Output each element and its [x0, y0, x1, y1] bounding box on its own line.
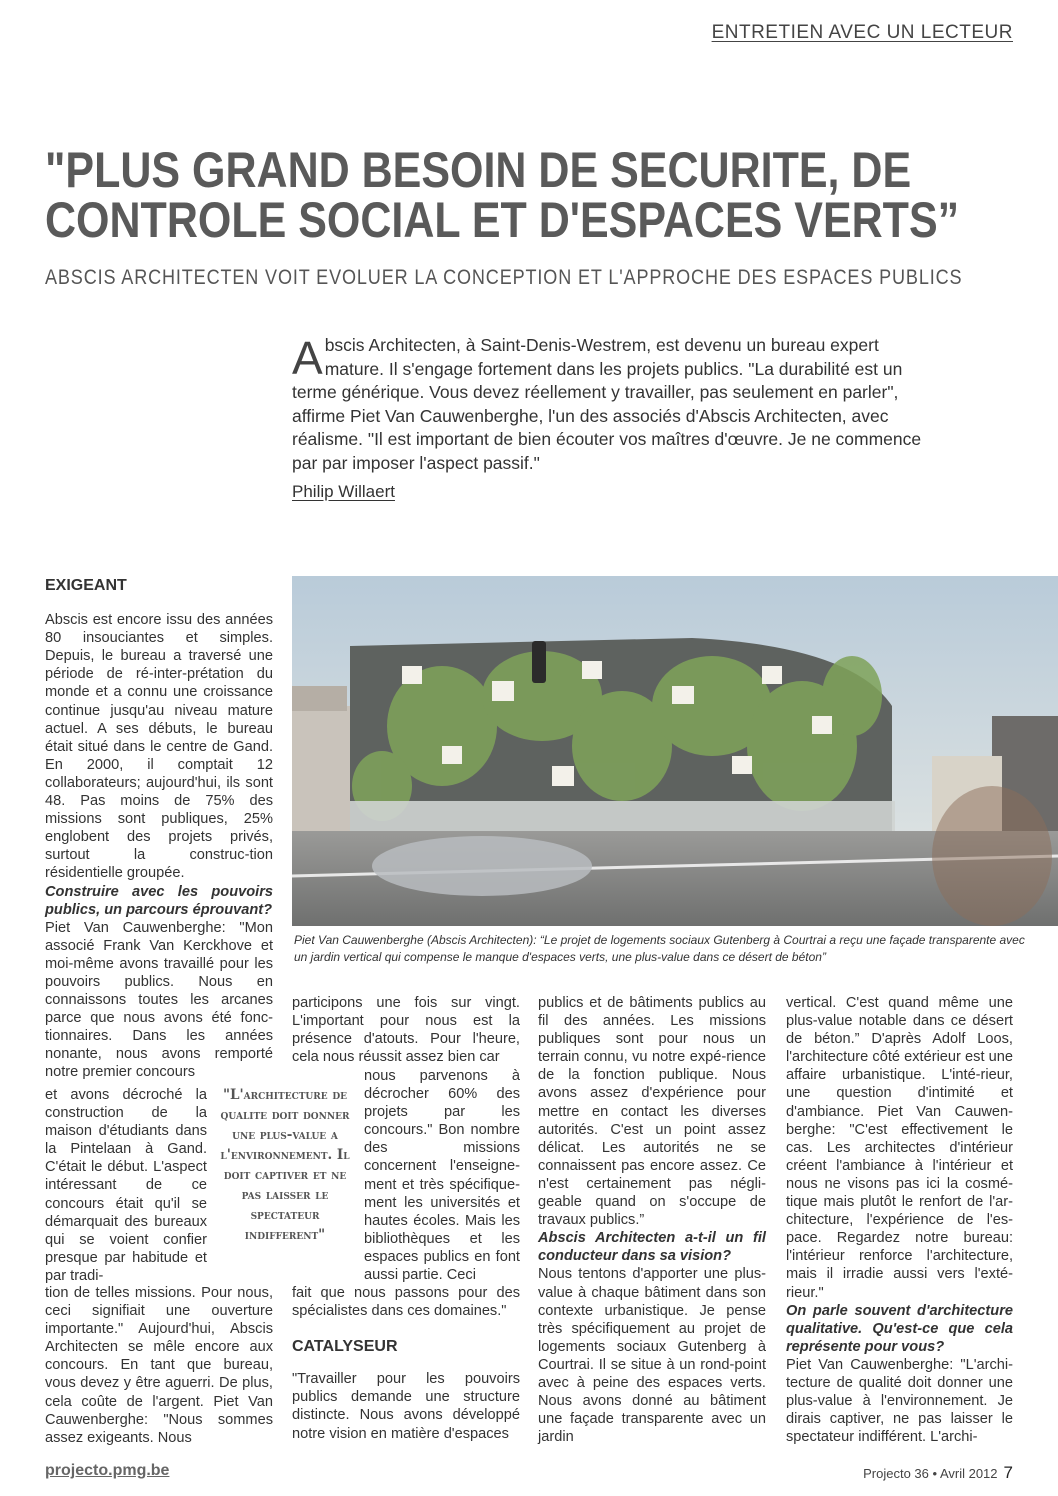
- section-heading-exigeant: EXIGEANT: [45, 577, 127, 594]
- column-1-paragraph-1: Abscis est encore issu des années 80 insouciantes et simples. Depuis, le bureau a traversé une période de ré-inter-prétation du monde et a connu une croissance continue jusqu'au niveau mature actuel. A ses débuts, le bureau était situé dans le centre de Gand. En 2000, il comptait 12 collaborateurs; aujourd'hui, ils sont 48. Pas moins de 75% des missions sont publiques, 25% englobent des projets privés, surtout la construc-tion résidentielle groupée.: [45, 612, 273, 882]
- page-number: 7: [1003, 1463, 1013, 1482]
- footer-issue: [863, 1463, 1013, 1483]
- intro-text: bscis Architecten, à Saint-Denis-Westrem, est devenu un bureau expert mature. Il s'engage fortement dans les projets publics. "La durabilité est un terme générique. Vous devez réellement y travailler, pas seulement en parler", affirme Piet Van Cauwenberghe, l'un des associés d'Abscis Architecten, avec réalisme. "Il est important de bien écouter vos maîtres d'œuvre. Je ne commence par par imposer l'aspect passif.": [292, 335, 922, 473]
- headline: [45, 142, 960, 248]
- column-4-paragraph-1: vertical. C'est quand même une plus-value notable dans ce désert de béton.” D'après Adolf Loos, l'architecture côté extérieur est une affaire urbanistique. L'inté-rieur, une question d'intimité et d'ambiance. Piet Van Cauwen-berghe: "C'est effectivement le cas. Les architectes d'intérieur créent l'ambiance à l'intérieur et nous ne visons pas ici la cosmé-tique mais plutôt le renfort de l'ar-chitecture, l'expérience de l'es-pace. Regardez notre bureau: l'intérieur renforce l'architecture, mais il irradie aussi vers l'exté-rieur.": [786, 995, 1013, 1301]
- building-illustration: [292, 576, 1058, 926]
- column-2-paragraph-2: "Travailler pour les pouvoirs publics demande une structure distincte. Nous avons développé notre vision en matière d'espaces: [292, 1371, 520, 1442]
- column-4-paragraph-2: Piet Van Cauwenberghe: "L'archi-tecture de qualité doit donner une plus-value à l'environnement. Je dirais captiver, ne pas laisser le spectateur indifférent. L'archi-: [786, 1356, 1013, 1446]
- headline-line-2: CONTROLE SOCIAL ET D'ESPACES VERTS”: [45, 192, 960, 248]
- interview-question-1: Construire avec les pouvoirs publics, un parcours éprouvant?: [45, 883, 273, 918]
- column-3: [538, 994, 766, 1446]
- column-1-paragraph-2b: et avons décroché la construction de la maison d'étudiants dans la Pintelaan à Gand. C'était le début. L'aspect intéressant de ce concours était qu'il se démarquait des bureaux qui se voient confier presque par habitude et par tradi-: [45, 1087, 207, 1284]
- interview-question-2: Abscis Architecten a-t-il un fil conducteur dans sa vision?: [538, 1230, 766, 1265]
- footer-issue-text: Projecto 36 • Avril 2012: [863, 1466, 998, 1481]
- subheadline: ABSCIS ARCHITECTEN VOIT EVOLUER LA CONCEPTION ET L'APPROCHE DES ESPACES PUBLICS: [45, 266, 963, 289]
- section-tag: ENTRETIEN AVEC UN LECTEUR: [711, 22, 1013, 43]
- pull-quote: "L'architecture de qualite doit donner une plus-value a l'environnement. Il doit captiver et ne pas laisser le spectateur indifferent": [220, 1087, 350, 1243]
- section-heading-catalyseur: CATALYSEUR: [292, 1338, 398, 1356]
- column-1-bottom: [45, 1284, 273, 1447]
- column-2-paragraph-1c: fait que nous passons pour des spécialistes dans ces domaines.": [292, 1285, 520, 1320]
- column-2-bottom: [292, 1284, 520, 1443]
- photo-caption: Piet Van Cauwenberghe (Abscis Architecten): “Le projet de logements sociaux Gutenberg à Courtrai a reçu une façade transparente avec un jardin vertical qui compense le manque d'espaces verts, une plus-value dans ce désert de béton”: [294, 933, 1025, 964]
- headline-line-1: "PLUS GRAND BESOIN DE SECURITE, DE: [45, 142, 912, 198]
- building-photo: [292, 576, 1058, 926]
- drop-cap: A: [292, 332, 323, 384]
- column-2-paragraph-1a: participons une fois sur vingt. L'important pour nous est la présence d'atouts. Pour l'heure, cela nous réussit assez bien car: [292, 995, 520, 1066]
- footer-site-link[interactable]: projecto.pmg.be: [45, 1462, 170, 1479]
- column-4: [786, 994, 1013, 1446]
- column-1-paragraph-2a: Piet Van Cauwenberghe: "Mon associé Frank Van Kerckhove et moi-même avons travaillé pour les pouvoirs publics. Nous en connaissons toutes les arcanes parce que nous avons été fonc-tionnaires. Dans les années nonante, nous avons remporté notre premier concours: [45, 919, 273, 1081]
- column-2-top: [292, 994, 520, 1066]
- intro-paragraph: [292, 334, 932, 475]
- column-1-paragraph-2c: tion de telles missions. Pour nous, ceci signifiait une ouverture importante." Aujourd'hui, Abscis Architecten se mêle encore aux concours. En tant que bureau, vous devez y être aguerri. De plus, cela coûte de l'argent. Piet Van Cauwenberghe: "Nous sommes assez exigeants. Nous: [45, 1285, 273, 1446]
- column-2-paragraph-1b: nous parvenons à décrocher 60% des projets par les concours." Bon nombre des missions concernent l'enseigne-ment et très spécifique-ment les universités et hautes écoles. Mais les bibliothèques et les espaces publics en font aussi partie. Ceci: [364, 1068, 520, 1284]
- column-2-middle: [364, 1067, 520, 1284]
- interview-question-3: On parle souvent d'architecture qualitative. Qu'est-ce que cela représente pour vous?: [786, 1302, 1013, 1355]
- column-1-top: [45, 577, 273, 1082]
- column-1-middle: [45, 1086, 207, 1285]
- column-3-paragraph-2: Nous tentons d'apporter une plus-value à chaque bâtiment dans son contexte urbanistique. Je pense très spécifiquement au projet de logements sociaux Gutenberg à Courtrai. Il se situe à un rond-point avec à peine des espaces verts. Nous avons donné au bâtiment une façade transparente avec un jardin: [538, 1266, 766, 1446]
- column-3-paragraph-1: publics et de bâtiments publics au fil des années. Les missions publiques sont pour nous un terrain connu, vu notre expé-rience de la fonction publique. Nous avons assez d'expérience pour mettre en contact les diverses autorités. C'est un point assez délicat. Les autorités ne se connaissent pas encore assez. Ce n'est certainement pas négli-geable quand on s'occupe de travaux publics.”: [538, 995, 766, 1229]
- author-name: Philip Willaert: [292, 482, 395, 501]
